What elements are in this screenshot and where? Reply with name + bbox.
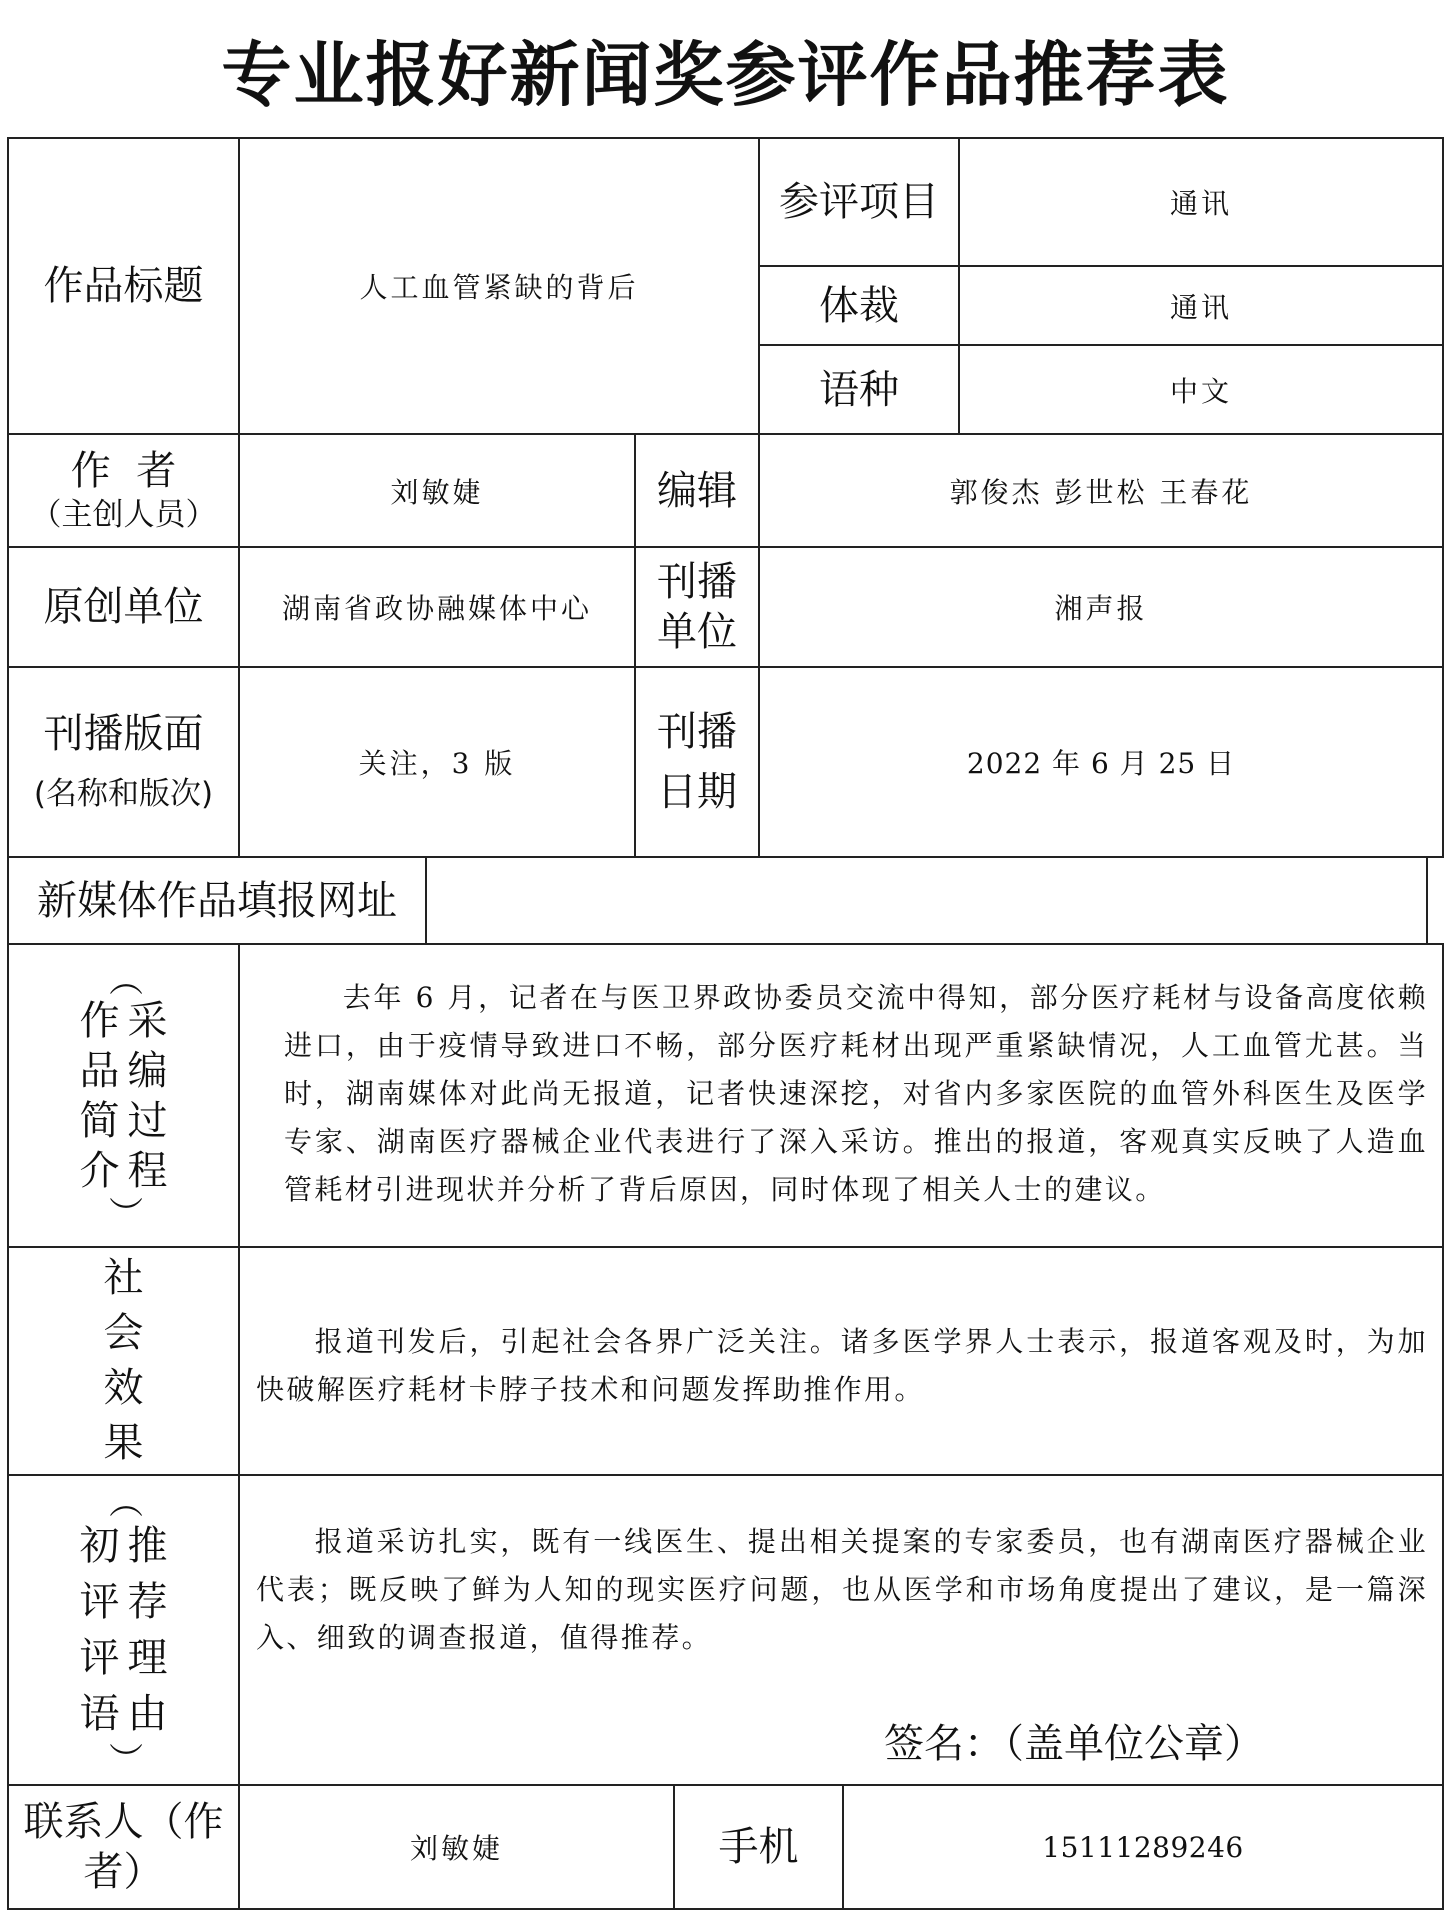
author-label: 作 者 — [70, 448, 177, 495]
recommendation-label-char: 评 — [79, 1579, 120, 1625]
summary-label — [76, 962, 172, 1230]
publish-page-value-cell — [238, 666, 636, 858]
social-effect-label-cell — [7, 1246, 240, 1476]
genre-label-cell — [758, 265, 960, 346]
work-title-value-cell — [238, 137, 760, 435]
social-effect-label-char: 效 — [103, 1365, 144, 1411]
author-sublabel: （主创人员） — [30, 497, 217, 534]
origin-unit-label: 原创单位 — [43, 584, 204, 630]
open-paren-glyph: （ — [103, 1484, 144, 1518]
category-label: 参评项目 — [779, 179, 939, 225]
genre-label: 体裁 — [819, 282, 899, 329]
close-paren-glyph: ） — [103, 1195, 144, 1230]
summary-label-char: 编 — [127, 1047, 168, 1094]
summary-label-char: 程 — [127, 1147, 168, 1194]
phone-value: 15111289246 — [1042, 1830, 1244, 1864]
publish-page-value: 关注，3 版 — [358, 747, 516, 780]
origin-unit-label-cell — [7, 546, 240, 668]
new-media-url-value-cell — [425, 856, 1428, 945]
publish-page-label: 刊播版面 — [43, 711, 204, 757]
social-effect-label-char: 果 — [103, 1420, 144, 1466]
summary-label-char: 过 — [127, 1097, 168, 1144]
author-label-cell — [7, 433, 240, 548]
contact-label-cell — [7, 1784, 240, 1910]
new-media-url-label: 新媒体作品填报网址 — [37, 877, 397, 924]
publish-date-label: 刊播日期 — [657, 709, 737, 815]
language-value-cell — [958, 344, 1444, 435]
genre-value: 通讯 — [1169, 290, 1232, 324]
category-value: 通讯 — [1169, 187, 1232, 220]
recommendation-label-char: 初 — [79, 1523, 120, 1569]
summary-label-char: 品 — [79, 1047, 120, 1094]
editor-label-cell — [634, 433, 760, 548]
work-title-value: 人工血管紧缺的背后 — [359, 271, 639, 304]
phone-label: 手机 — [718, 1824, 799, 1870]
recommendation-text: 报道采访扎实，既有一线医生、提出相关提案的专家委员，也有湖南医疗器械企业代表；既反映了鲜为人知的现实医疗问题，也从医学和市场角度提出了建议，是一篇深入、细致的调查报道，值得推荐。 — [256, 1525, 1428, 1654]
work-title-label-cell — [7, 137, 240, 435]
publish-unit-value-cell — [758, 546, 1444, 668]
publish-unit-label: 刊播单位 — [657, 559, 737, 655]
author-value-cell — [238, 433, 636, 548]
origin-unit-value-cell — [238, 546, 636, 668]
work-title-label: 作品标题 — [43, 263, 204, 309]
publish-page-label-cell — [7, 666, 240, 858]
contact-value: 刘敏婕 — [409, 1832, 503, 1865]
summary-text: 去年 6 月，记者在与医卫界政协委员交流中得知，部分医疗耗材与设备高度依赖进口，由于疫情导致进口不畅，部分医疗耗材出现严重紧缺情况，人工血管尤甚。当时，湖南媒体对此尚无报道，记者快速深挖，对省内多家医院的血管外科医生及医学专家、湖南医疗器械企业代表进行了深入采访。推出的报道，客观真实反映了人造血管耗材引进现状并分析了背后原因，同时体现了相关人士的建议。 — [284, 981, 1428, 1206]
signature-line: 签名：（盖单位公章） — [884, 1721, 1264, 1767]
publish-page-sublabel: (名称和版次) — [33, 776, 214, 812]
category-label-cell — [758, 137, 960, 267]
origin-unit-value: 湖南省政协融媒体中心 — [281, 592, 592, 625]
author-value: 刘敏婕 — [390, 475, 484, 509]
genre-value-cell — [958, 265, 1444, 346]
recommendation-label-char: 荐 — [127, 1579, 168, 1625]
new-media-url-label-cell — [7, 856, 427, 945]
editor-label: 编辑 — [657, 467, 737, 514]
social-effect-label — [100, 1251, 148, 1471]
summary-label-char: 作 — [79, 997, 120, 1044]
publish-date-value-cell — [758, 666, 1444, 858]
phone-label-cell — [673, 1784, 844, 1910]
language-label-cell — [758, 344, 960, 435]
recommendation-label — [76, 1484, 172, 1776]
publish-date-label-cell — [634, 666, 760, 858]
recommendation-label-cell — [7, 1474, 240, 1786]
social-effect-label-char: 社 — [103, 1255, 144, 1301]
summary-label-char: 采 — [127, 997, 168, 1044]
editor-value: 郭俊杰 彭世松 王春花 — [949, 475, 1253, 509]
publish-date-value: 2022 年 6 月 25 日 — [966, 747, 1236, 780]
recommendation-label-char: 由 — [127, 1691, 168, 1737]
form-title: 专业报好新闻奖参评作品推荐表 — [221, 34, 1230, 116]
close-paren-glyph: ） — [103, 1742, 144, 1776]
language-label: 语种 — [819, 366, 899, 413]
open-paren-glyph: （ — [103, 961, 144, 996]
recommendation-label-char: 理 — [127, 1635, 168, 1681]
publish-unit-label-cell — [634, 546, 760, 668]
phone-value-cell — [842, 1784, 1444, 1910]
recommendation-label-char: 评 — [79, 1635, 120, 1681]
recommendation-label-char: 语 — [79, 1691, 120, 1737]
summary-label-cell — [7, 943, 240, 1248]
contact-value-cell — [238, 1784, 675, 1910]
category-value-cell — [958, 137, 1444, 267]
publish-unit-value: 湘声报 — [1054, 592, 1148, 625]
contact-label: 联系人（作者） — [23, 1799, 224, 1895]
summary-label-char: 简 — [79, 1097, 120, 1144]
language-value: 中文 — [1169, 374, 1232, 408]
summary-label-char: 介 — [79, 1147, 120, 1194]
social-effect-text: 报道刊发后，引起社会各界广泛关注。诸多医学界人士表示，报道客观及时，为加快破解医疗耗材卡脖子技术和问题发挥助推作用。 — [256, 1325, 1428, 1406]
editor-value-cell — [758, 433, 1444, 548]
social-effect-label-char: 会 — [103, 1310, 144, 1356]
recommendation-label-char: 推 — [127, 1523, 168, 1569]
